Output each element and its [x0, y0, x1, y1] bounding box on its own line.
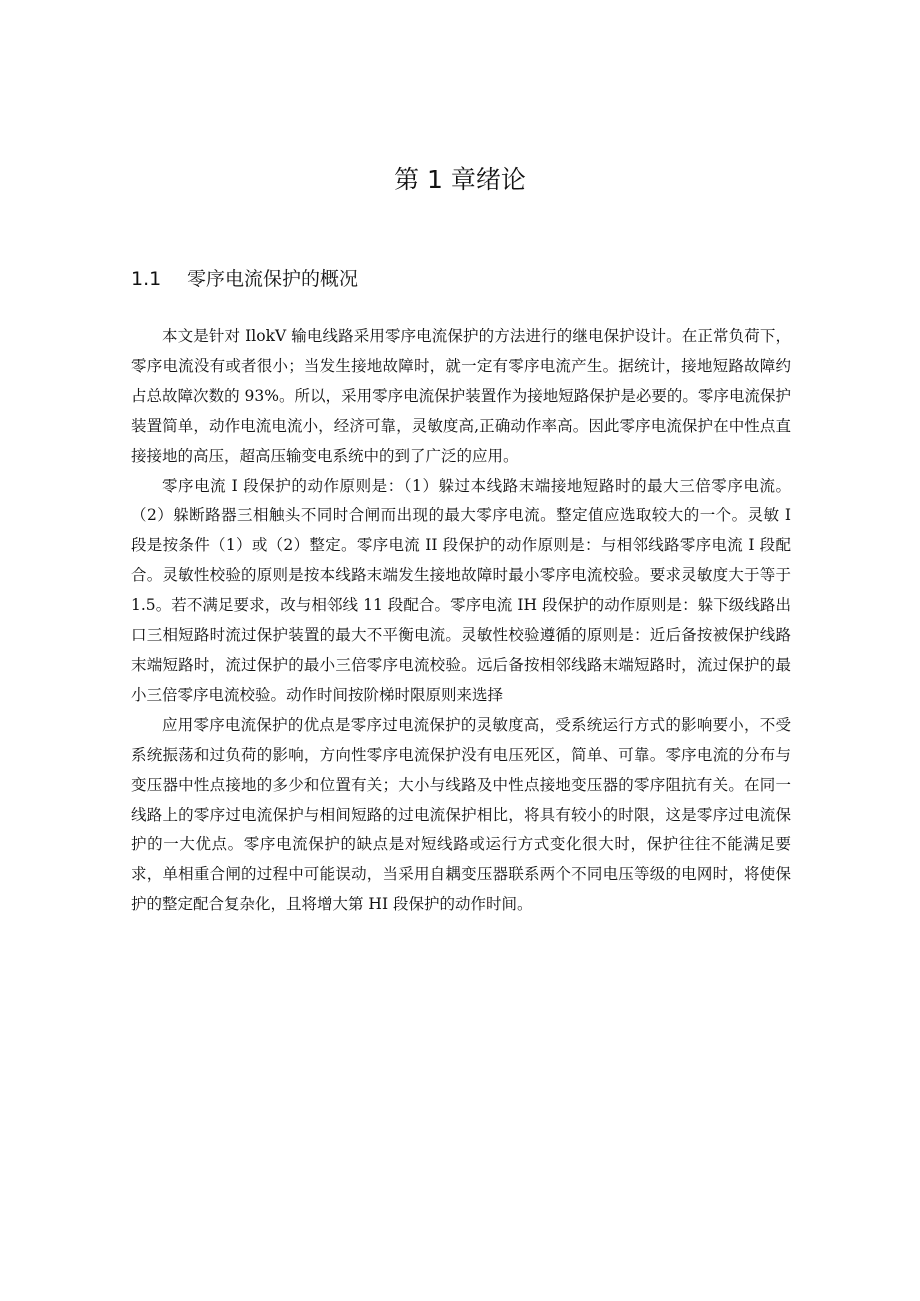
section-heading	[131, 265, 358, 293]
body-text	[131, 322, 791, 920]
paragraph-overview: 本文是针对 IlokV 输电线路采用零序电流保护的方法进行的继电保护设计。在正常负荷下，零序电流没有或者很小；当发生接地故障时，就一定有零序电流产生。据统计，接地短路故障约占总故障次数的 93%。所以，采用零序电流保护装置作为接地短路保护是必要的。零序电流保护装置简单，动作电流电流小，经济可靠，灵敏度高,正确动作率高。因此零序电流保护在中性点直接接地的高压，超高压输变电系统中的到了广泛的应用。	[131, 327, 791, 465]
section-title: 零序电流保护的概况	[187, 268, 359, 290]
section-number: 1.1	[131, 268, 162, 290]
paragraph-action-principles: 零序电流 I 段保护的动作原则是：（1）躲过本线路末端接地短路时的最大三倍零序电流。（2）躲断路器三相触头不同时合闸而出现的最大零序电流。整定值应选取较大的一个。灵敏 I 段是按条件（1）或（2）整定。零序电流 II 段保护的动作原则是：与相邻线路零序电流 I 段配合。灵敏性校验的原则是按本线路末端发生接地故障时最小零序电流校验。要求灵敏度大于等于 1.5。若不满足要求，改与相邻线 11 段配合。零序电流 IH 段保护的动作原则是：躲下级线路出口三相短路时流过保护装置的最大不平衡电流。灵敏性校验遵循的原则是：近后备按被保护线路末端短路时，流过保护的最小三倍零序电流校验。远后备按相邻线路末端短路时，流过保护的最小三倍零序电流校验。动作时间按阶梯时限原则来选择	[131, 476, 791, 704]
chapter-title: 第 1 章绪论	[394, 165, 526, 194]
paragraph-advantages: 应用零序电流保护的优点是零序过电流保护的灵敏度高，受系统运行方式的影响要小，不受系统振荡和过负荷的影响，方向性零序电流保护没有电压死区，简单、可靠。零序电流的分布与变压器中性点接地的多少和位置有关；大小与线路及中性点接地变压器的零序阻抗有关。在同一线路上的零序过电流保护与相间短路的过电流保护相比，将具有较小的时限，这是零序过电流保护的一大优点。零序电流保护的缺点是对短线路或运行方式变化很大时，保护往往不能满足要求，单相重合闸的过程中可能误动，当采用自耦变压器联系两个不同电压等级的电网时，将使保护的整定配合复杂化，且将增大第 HI 段保护的动作时间。	[131, 715, 791, 914]
